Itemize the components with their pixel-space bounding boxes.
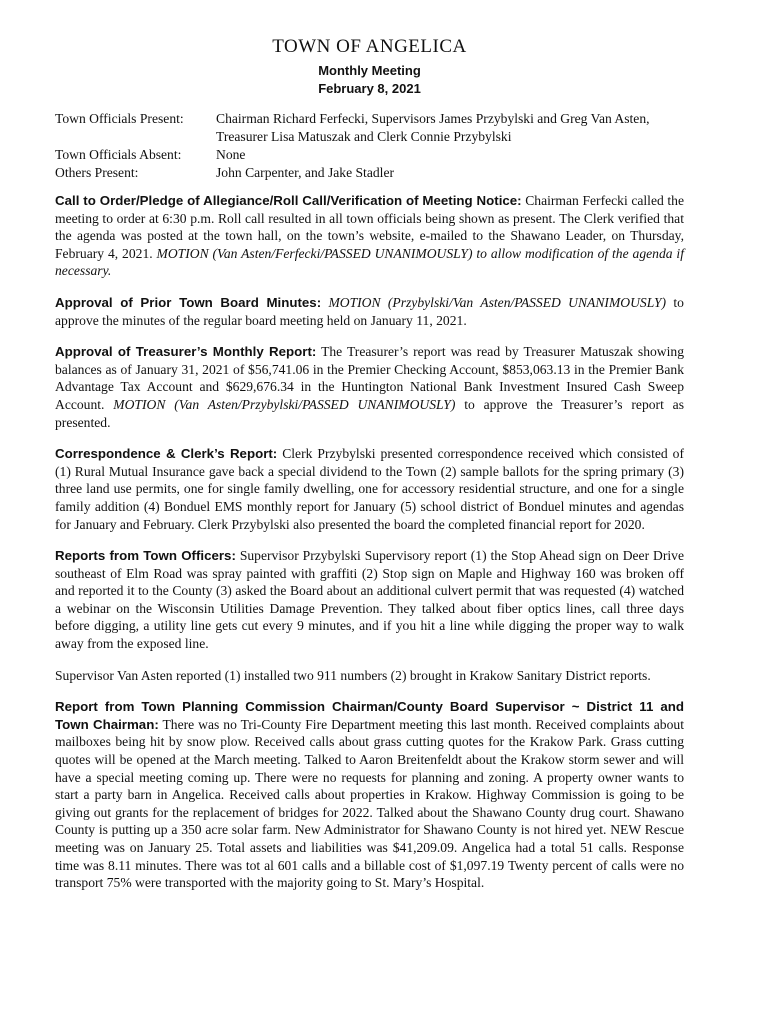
- section-body: Clerk Przybylski presented correspondence received which consisted of (1) Rural Mutual Insurance gave back a special dividend to the Town (2) sample ballots for the spring primary (3) three land use permits, one for single family dwelling, one for accessory residential structure, and one for a single family addition (4) Bonduel EMS monthly report for January (5) school district of Bonduel minutes and agendas for January and February. Clerk Przybylski also presented the board the completed financial report for 2020.: [55, 446, 684, 532]
- attendance-value: Chairman Richard Ferfecki, Supervisors James Przybylski and Greg Van Asten, Treasurer Lisa Matuszak and Clerk Connie Przybylski: [216, 111, 650, 144]
- section-heading: Correspondence & Clerk’s Report:: [55, 446, 278, 462]
- section-van-asten-report: [55, 667, 684, 685]
- motion-text: MOTION (Van Asten/Przybylski/PASSED UNANIMOUSLY): [113, 396, 456, 412]
- section-town-officers: [55, 547, 684, 653]
- motion-text: MOTION (Przybylski/Van Asten/PASSED UNANIMOUSLY): [328, 294, 667, 310]
- section-body-after: to approve the Treasurer’s report as presented.: [55, 396, 684, 430]
- section-heading: Approval of Treasurer’s Monthly Report:: [55, 344, 317, 360]
- attendance-label: Town Officials Present:: [55, 111, 184, 126]
- attendance-row-others: [55, 164, 684, 182]
- section-body: There was no Tri-County Fire Department meeting this last month. Received complaints about mailboxes being hit by snow plow. Received calls about grass cutting quotes for the Krakow Park. Grass cutting quotes will be opened at the March meeting. Talked to Aaron Breitenfeldt about the Krakow storm sewer and will have a special meeting coming up. There were no requests for planning and zoning. A property owner wants to start a party barn in Angelica. Received calls about properties in Krakow. Highway Commission is going to be giving out grants for the replacement of bridges for 2022. Talked about the Shawano County drug court. Shawano County is putting up a 350 acre solar farm. New Administrator for Shawano County is not hired yet. NEW Rescue meeting was on January 25. Total assets and liabilities was $41,209.09. Angelica had a total 51 calls. Response time was 8.11 minutes. There was tot al 601 calls and a billable cost of $1,097.19 Twenty percent of calls were no transport 75% were transported with the majority going to St. Mary’s Hospital.: [55, 716, 684, 891]
- section-heading: Call to Order/Pledge of Allegiance/Roll Call/Verification of Meeting Notice:: [55, 193, 522, 208]
- attendance-value: None: [216, 147, 246, 162]
- section-heading: Reports from Town Officers:: [55, 548, 236, 564]
- section-body: Chairman Ferfecki called the meeting to order at 6:30 p.m. Roll call resulted in all town officials being shown as present. The Clerk verified that the agenda was posted at the town hall, on the town’s website, e-mailed to the Shawano Leader, on Thursday, February 4, 2021.: [55, 193, 684, 261]
- section-call-to-order: [55, 192, 684, 280]
- attendance-row-present: [55, 110, 684, 146]
- attendance-row-absent: [55, 146, 684, 164]
- meeting-title: Monthly Meeting: [318, 63, 421, 78]
- meeting-date: February 8, 2021: [318, 81, 421, 96]
- section-treasurer-report: [55, 343, 684, 431]
- section-body: Supervisor Van Asten reported (1) installed two 911 numbers (2) brought in Krakow Sanitary District reports.: [55, 667, 651, 683]
- attendance-label: Others Present:: [55, 165, 139, 180]
- section-body: to approve the minutes of the regular board meeting held on January 11, 2021.: [55, 294, 684, 328]
- attendance-value: John Carpenter, and Jake Stadler: [216, 165, 395, 180]
- section-prior-minutes: [55, 294, 684, 329]
- section-body: The Treasurer’s report was read by Treasurer Matuszak showing balances as of January 31, 2021 of $56,741.06 in the Premier Checking Account, $853,063.13 in the Premier Bank Advantage Tax Account and $629,676.34 in the Huntington National Bank Investment Insured Cash Sweep Account.: [55, 344, 684, 412]
- section-body: Supervisor Przybylski Supervisory report (1) the Stop Ahead sign on Deer Drive southeast of Elm Road was spray painted with graffiti (2) Stop sign on Maple and Highway 160 was broken off and reported it to the County (3) asked the Board about an additional culvert permit that was requested (4) watched a webinar on the Wisconsin Utilities Damage Prevention. They talked about fiber optics lines, call three days before digging, a utility line gets cut every 9 minutes, and if you hit a line while digging the proper way to walk away from the exposed line.: [55, 548, 684, 652]
- motion-text: MOTION (Van Asten/Ferfecki/PASSED UNANIMOUSLY) to allow modification of the agenda if necessary.: [55, 245, 684, 279]
- town-title: TOWN OF ANGELICA: [272, 36, 467, 57]
- section-correspondence: [55, 445, 684, 533]
- section-heading: Report from Town Planning Commission Chairman/County Board Supervisor ~ District 11 and Town Chairman:: [55, 699, 684, 732]
- section-planning-commission: [55, 698, 684, 892]
- attendance-label: Town Officials Absent:: [55, 147, 182, 162]
- attendance-table: [55, 110, 684, 182]
- section-heading: Approval of Prior Town Board Minutes:: [55, 294, 322, 310]
